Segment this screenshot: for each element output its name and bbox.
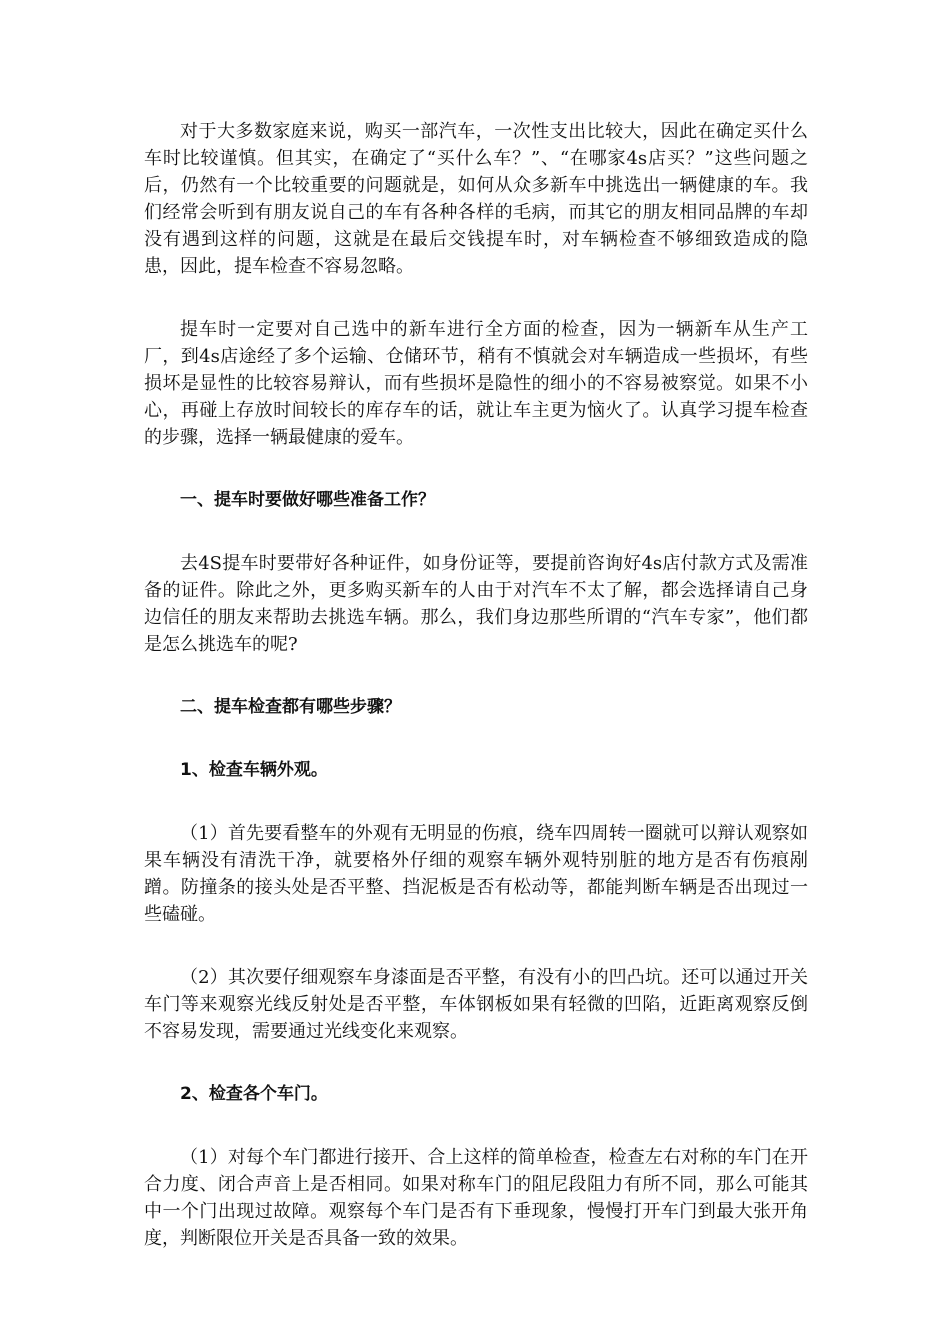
section-heading-preparation: 一、提车时要做好哪些准备工作？ xyxy=(180,490,435,510)
step-heading-doors: 2、检查各个车门。 xyxy=(180,1084,328,1104)
intro-paragraph-2: 提车时一定要对自己选中的新车进行全方面的检查，因为一辆新车从生产工厂，到4s店途经了多个运输、仓储环节，稍有不慎就会对车辆造成一些损坏，有些损坏是显性的比较容易辩认，而有些损坏是隐性的细小的不容易被察觉。如果不小心，再碰上存放时间较长的库存车的话，就让车主更为恼火了。认真学习提车检查的步骤，选择一辆最健康的爱车。 xyxy=(144,319,808,448)
intro-paragraph-1: 对于大多数家庭来说，购买一部汽车，一次性支出比较大，因此在确定买什么车时比较谨慎。但其实，在确定了“买什么车？”、“在哪家4s店买？”这些问题之后，仍然有一个比较重要的问题就是，如何从众多新车中挑选出一辆健康的车。我们经常会听到有朋友说自己的车有各种各样的毛病，而其它的朋友相同品牌的车却没有遇到这样的问题，这就是在最后交钱提车时，对车辆检查不够细致造成的隐患，因此，提车检查不容易忽略。 xyxy=(144,121,808,277)
section-heading-steps: 二、提车检查都有哪些步骤？ xyxy=(180,697,401,717)
exterior-item-2: （2）其次要仔细观察车身漆面是否平整，有没有小的凹凸坑。还可以通过开关车门等来观察光线反射处是否平整，车体钢板如果有轻微的凹陷，近距离观察反倒不容易发现，需要通过光线变化来观察。 xyxy=(144,967,808,1042)
document-body xyxy=(144,118,808,1288)
exterior-item-1: （1）首先要看整车的外观有无明显的伤痕，绕车四周转一圈就可以辩认观察如果车辆没有清洗干净，就要格外仔细的观察车辆外观特别脏的地方是否有伤痕剐蹭。防撞条的接头处是否平整、挡泥板是否有松动等，都能判断车辆是否出现过一些磕碰。 xyxy=(144,823,808,925)
preparation-paragraph: 去4S提车时要带好各种证件，如身份证等，要提前咨询好4s店付款方式及需准备的证件。除此之外，更多购买新车的人由于对汽车不太了解，都会选择请自己身边信任的朋友来帮助去挑选车辆。那么，我们身边那些所谓的“汽车专家”，他们都是怎么挑选车的呢? xyxy=(144,553,808,655)
step-heading-exterior: 1、检查车辆外观。 xyxy=(180,760,328,780)
doors-item-1: （1）对每个车门都进行接开、合上这样的简单检查，检查左右对称的车门在开合力度、闭合声音上是否相同。如果对称车门的阻尼段阻力有所不同，那么可能其中一个门出现过故障。观察每个车门是否有下垂现象，慢慢打开车门到最大张开角度，判断限位开关是否具备一致的效果。 xyxy=(144,1147,808,1249)
